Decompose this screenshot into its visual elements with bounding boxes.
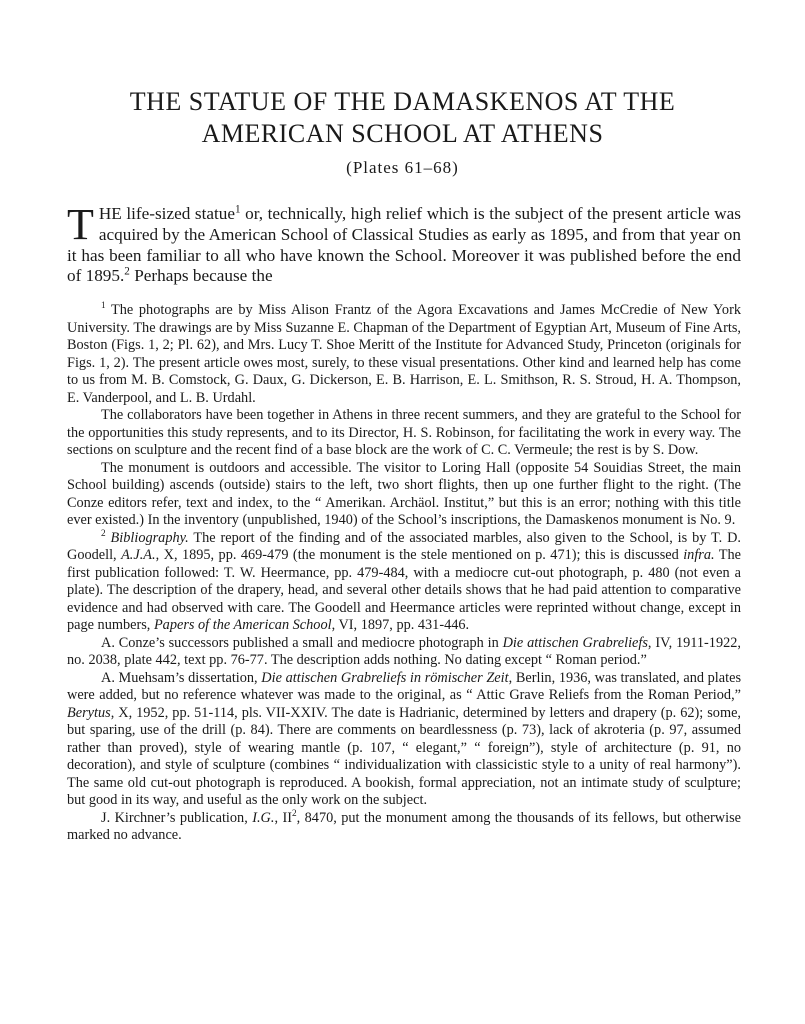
- kirchner-paragraph: [67, 810, 741, 845]
- intro-text-1: HE life-sized statue: [98, 204, 235, 223]
- conze-paragraph: [67, 635, 741, 670]
- conze-title: Die attischen Grabreliefs: [502, 634, 648, 651]
- footnote-ref-1: 1: [234, 203, 241, 216]
- muehsam-title: Die attischen Grabreliefs in römischer Zeit: [261, 669, 509, 686]
- kirchner-text-b: , II: [274, 809, 292, 826]
- muehsam-text-c: , X, 1952, pp. 51-114, pls. VII-XXIV. The date is Hadrianic, determined by letters and drapery (p. 62); some, but sparing, use of the drill (p. 84). There are comments on beardlessness (p. 73), lack of akroteria (p. 97, assumed rather than proved), style of wearing mantle (p. 107, “ elegant,” “ foreign”), style of architecture (p. 91, no decoration), and style of sculpture (combines “ individualization with classicistic style to a unity of real harmony”). The same old cut-out photograph is reproduced. A bookish, formal appreciation, not an intimate study of sculpture; but good in its way, and useful as the only work on the subject.: [67, 704, 741, 808]
- footnote-1-monument: The monument is outdoors and accessible. The visitor to Loring Hall (opposite 54 Souidias Street, the main School building) ascends (outside) stairs to the left, two short flights, then up one further flight to the right. (The Conze editors refer, text and index, to the “ Amerikan. Archäol. Institut,” but this is an error; nothing with this title ever existed.) In the inventory (unpublished, 1940) of the School’s inscriptions, the Damaskenos monument is No. 9.: [67, 459, 741, 528]
- ig-citation: I.G.: [252, 809, 275, 826]
- footnotes: [67, 302, 741, 845]
- conze-text-a: A. Conze’s successors published a small and mediocre photograph in: [101, 634, 503, 651]
- intro-text-2: or, technically, high relief which is the subject of the present article was acquired by the American School of Classical Studies as early as 1895, and from that year on it has been familiar to all who have known the School. Moreover it was published before the end of 1895.: [67, 204, 741, 286]
- footnote-2-text-d: , VI, 1897, pp. 431-446.: [331, 617, 470, 633]
- kirchner-text-a: J. Kirchner’s publication,: [101, 809, 253, 826]
- berytus-citation: Berytus: [67, 704, 111, 721]
- plates-reference: (Plates 61–68): [346, 158, 459, 177]
- footnote-2-text-a: The report of the finding and of the associated marbles, also given to the School, is by T. D. Goodell,: [67, 529, 741, 563]
- footnote-1-text: The photographs are by Miss Alison Frantz of the Agora Excavations and James McCredie of New York University. The drawings are by Miss Suzanne E. Chapman of the Department of Egyptian Art, Museum of Fine Arts, Boston (Figs. 1, 2; Pl. 62), and Mrs. Lucy T. Shoe Meritt of the Institute for Advanced Study, Princeton (originals for Figs. 1, 2). The present article owes most, surely, to these visual presentations. Other kind and learned help has come to us from M. B. Comstock, G. Daux, G. Dickerson, E. B. Harrison, E. L. Smithson, R. S. Stroud, H. A. Thompson, E. Vanderpool, and L. B. Urdahl.: [67, 302, 741, 406]
- papers-citation: Papers of the American School: [153, 617, 332, 633]
- footnote-2-text-c: The first publication followed: T. W. Heermance, pp. 479-484, with a mediocre cut-out photograph, p. 480 (not even a plate). The description of the drapery, head, and several other details shows that he had paid attention to comparative evidence and had observed with care. The Goodell and Heermance articles were reprinted without change, except in page numbers,: [67, 547, 741, 633]
- footnote-2: [67, 530, 741, 635]
- drop-cap: T: [67, 200, 94, 249]
- footnote-2-number: 2: [101, 528, 106, 539]
- footnote-1-number: 1: [101, 301, 106, 312]
- footnote-ref-2: 2: [124, 265, 130, 278]
- kirchner-superscript: 2: [292, 808, 297, 819]
- muehsam-text-a: A. Muehsam’s dissertation,: [101, 669, 262, 686]
- aja-citation: A.J.A.: [121, 547, 156, 563]
- infra-ref: infra.: [683, 547, 715, 563]
- article-title: THE STATUE OF THE DAMASKENOS AT THE AMERICAN SCHOOL AT ATHENS: [129, 87, 676, 148]
- conze-text-b: , IV, 1911-1922, no. 2038, plate 442, text pp. 76-77. The description adds nothing. No dating except “ Roman period.”: [67, 634, 741, 668]
- bibliography-heading: Bibliography.: [110, 529, 189, 546]
- footnote-1: [67, 302, 741, 407]
- muehsam-paragraph: [67, 670, 741, 810]
- intro-text-3: Perhaps because the: [129, 266, 273, 286]
- intro-paragraph: [67, 200, 741, 287]
- footnote-2-text-b: , X, 1895, pp. 469-479 (the monument is the stele mentioned on p. 471); this is discussed: [155, 547, 684, 563]
- kirchner-text-c: , 8470, put the monument among the thousands of its fellows, but otherwise marked no advance.: [67, 809, 741, 843]
- footnote-1-collaborators: The collaborators have been together in Athens in three recent summers, and they are grateful to the School for the opportunities this study represents, and to its Director, H. S. Robinson, for facilitating the work in every way. The sections on sculpture and the recent find of a base block are the work of C. C. Vermeule; the rest is by S. Dow.: [67, 407, 741, 458]
- muehsam-text-b: , Berlin, 1936, was translated, and plates were added, but no reference whatever was made to the original, as “ Attic Grave Reliefs from the Roman Period,”: [67, 669, 742, 703]
